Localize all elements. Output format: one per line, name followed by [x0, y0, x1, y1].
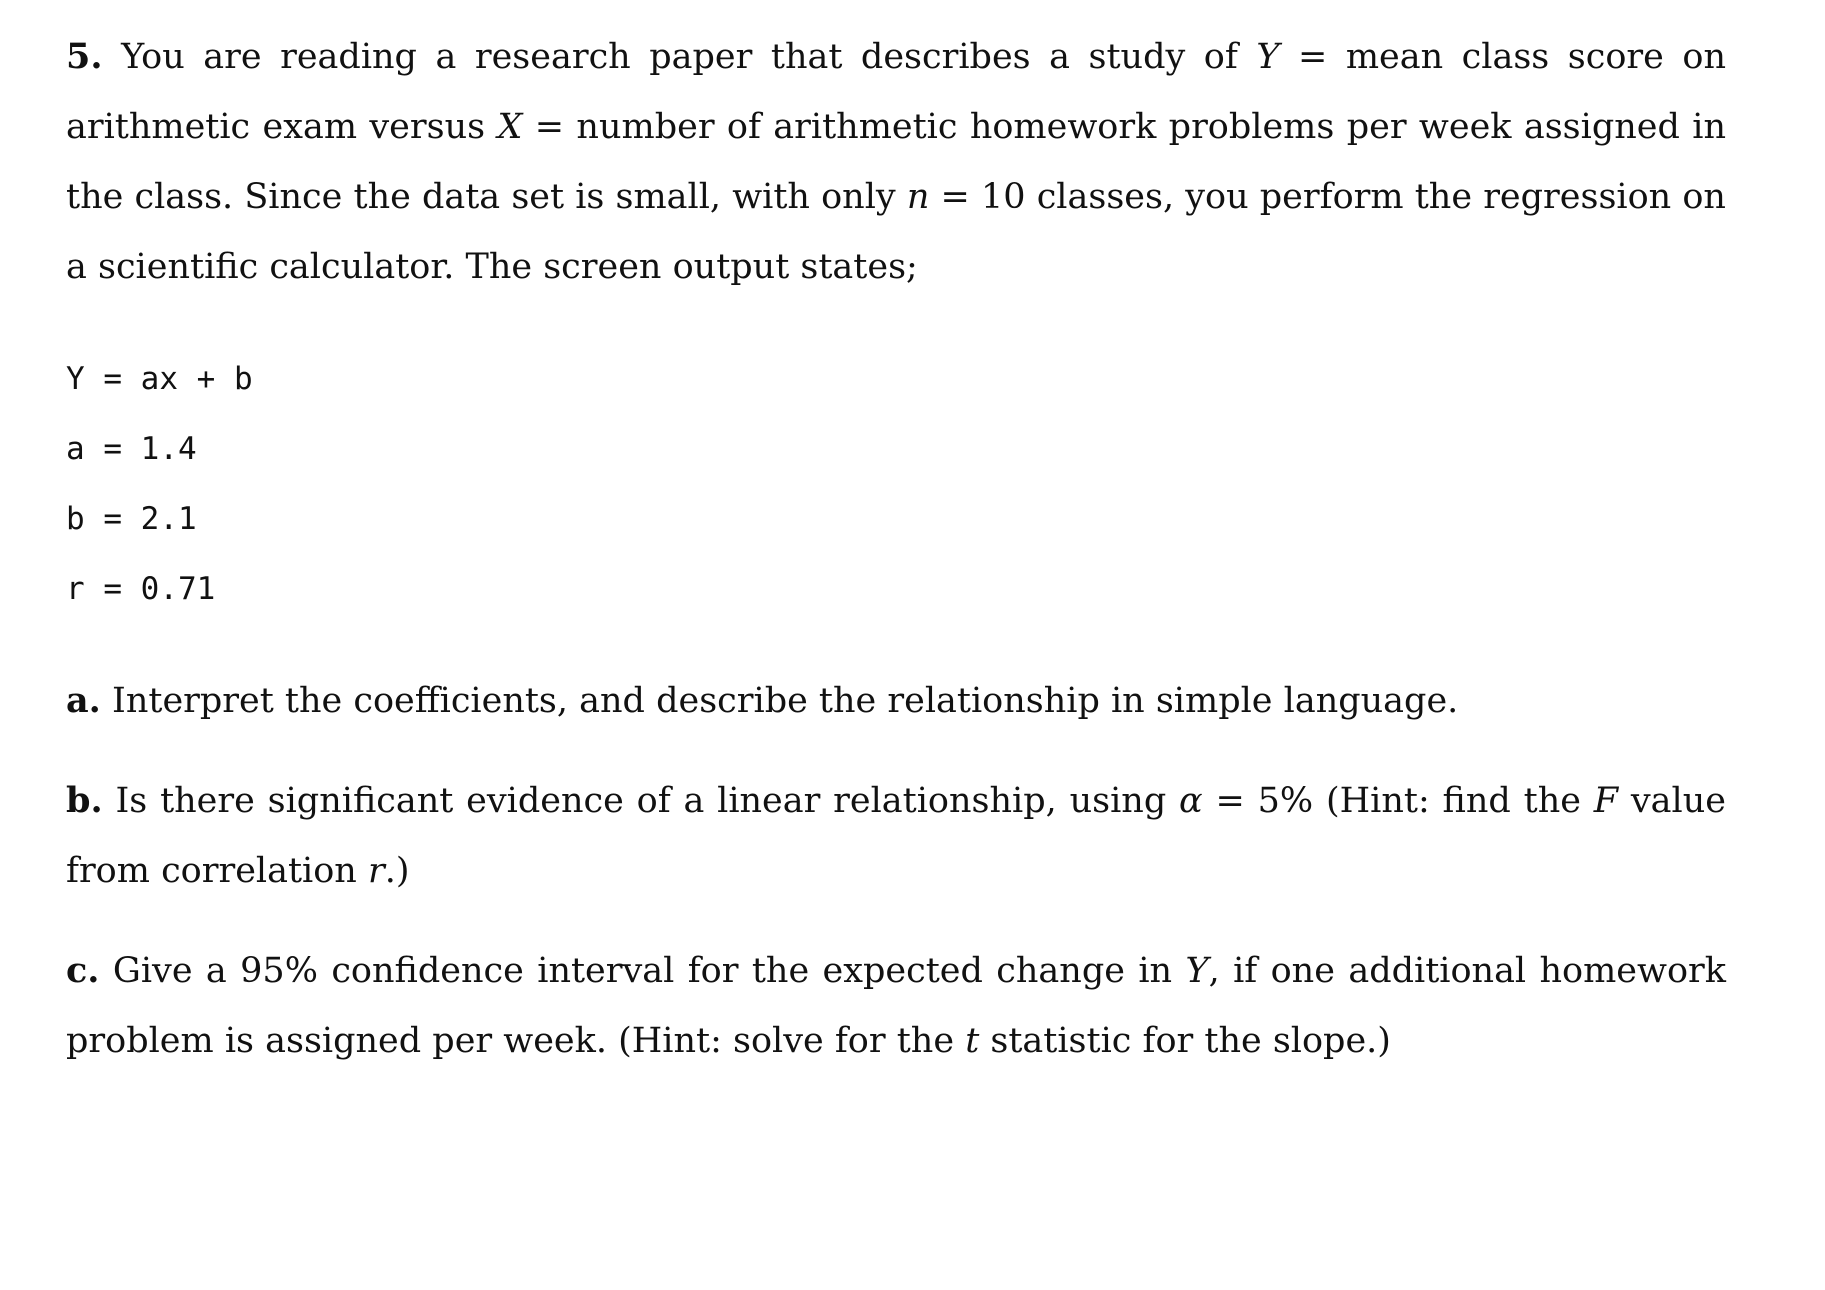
calculator-output — [66, 344, 1726, 624]
problem-number: 5. — [66, 36, 103, 77]
part-a-text: Interpret the coefficients, and describe the relationship in simple language. — [112, 681, 1459, 721]
part-b-label: b. — [66, 780, 103, 821]
output-line-a: a = 1.4 — [66, 431, 197, 467]
var-alpha: α — [1179, 781, 1203, 821]
part-b-text-2: = 5% (Hint: find the — [1215, 781, 1581, 821]
part-b — [66, 766, 1726, 906]
var-x: X — [497, 107, 523, 147]
problem-page — [66, 22, 1726, 1076]
part-c-text-2: , if one additional homework problem is assigned per week. (Hint: solve for the — [66, 951, 1726, 1061]
output-line-b: b = 2.1 — [66, 501, 197, 537]
part-b-text-3: value from correlation — [66, 781, 1726, 891]
intro-text-1: You are reading a research paper that describes a study of — [121, 37, 1238, 77]
part-c-text-1: Give a 95% confidence interval for the expected change in — [112, 951, 1173, 991]
part-b-text-4: .) — [384, 851, 410, 891]
part-b-text-1: Is there significant evidence of a linear relationship, using — [115, 781, 1167, 821]
part-c-label: c. — [66, 950, 100, 991]
var-y: Y — [1256, 37, 1280, 77]
output-line-equation: Y = ax + b — [66, 361, 253, 397]
intro-text-2: = mean class score on arithmetic exam versus — [66, 37, 1726, 147]
var-t: t — [965, 1021, 980, 1061]
part-c — [66, 936, 1726, 1076]
problem-statement — [66, 22, 1726, 302]
intro-text-4: = 10 classes, you perform the regression on a scientific calculator. The screen output states; — [66, 177, 1726, 287]
var-n: n — [906, 177, 930, 217]
var-r: r — [368, 851, 385, 891]
output-line-r: r = 0.71 — [66, 571, 216, 607]
part-a-label: a. — [66, 680, 101, 721]
part-a — [66, 666, 1726, 736]
intro-text-3: = number of arithmetic homework problems per week assigned in the class. Since the data set is small, with only — [66, 107, 1726, 217]
part-c-text-3: statistic for the slope.) — [990, 1021, 1391, 1061]
var-f: F — [1593, 781, 1619, 821]
var-y-c: Y — [1185, 951, 1209, 991]
